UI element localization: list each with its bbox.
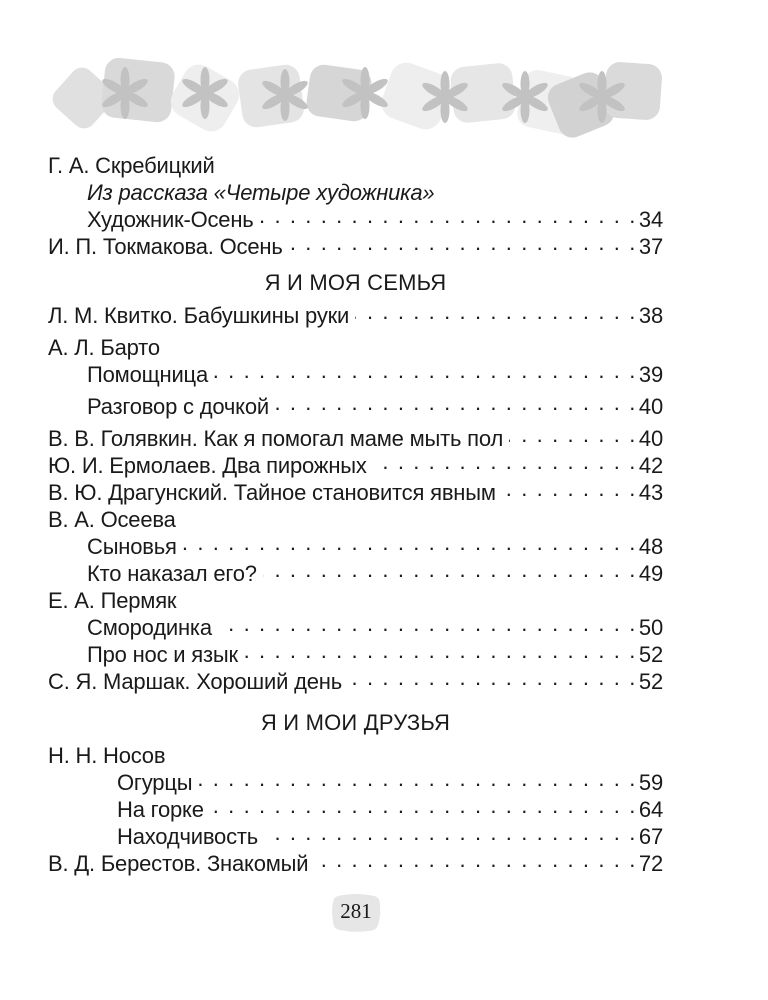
toc-entry[interactable] <box>48 796 663 823</box>
asterisk-strip-icon <box>40 55 680 150</box>
dot-leader <box>263 561 637 581</box>
toc-author-row <box>48 506 663 533</box>
toc-page-number: 59 <box>638 770 663 795</box>
dot-leader <box>275 394 637 414</box>
toc-entry-title: На горке <box>117 797 204 822</box>
toc-subtitle-row <box>48 179 663 206</box>
dot-leader <box>218 615 637 635</box>
toc-entry-title: Смородинка <box>87 615 212 640</box>
section-heading-family: Я И МОЯ СЕМЬЯ <box>264 270 447 295</box>
dot-leader <box>355 303 637 323</box>
toc-page-number: 34 <box>638 207 663 232</box>
toc-page-number: 49 <box>638 561 663 586</box>
toc-entry[interactable] <box>48 533 663 560</box>
dot-leader <box>260 207 637 227</box>
toc-page-number: 37 <box>638 234 663 259</box>
toc-entry-title: И. П. Токмакова. Осень <box>48 234 283 259</box>
toc-page-number: 40 <box>638 426 663 451</box>
toc-entry[interactable] <box>48 361 663 388</box>
toc-entry-title: Г. А. Скребицкий <box>48 153 215 178</box>
toc-entry-title: Находчивость <box>117 824 259 849</box>
toc-entry-title: В. Ю. Драгунский. Тайное становится явным <box>48 480 496 505</box>
toc-entry-title: В. В. Голявкин. Как я помогал маме мыть пол <box>48 426 504 451</box>
toc-entry-title: Е. А. Пермяк <box>48 588 177 613</box>
toc-page-number: 43 <box>638 480 663 505</box>
toc-entry-title: Про нос и язык <box>87 642 238 667</box>
toc-entry-title: А. Л. Барто <box>48 335 160 360</box>
dot-leader <box>183 534 637 554</box>
toc-entry[interactable] <box>48 233 663 260</box>
toc-page-number: 48 <box>638 534 663 559</box>
toc-entry[interactable] <box>48 614 663 641</box>
toc-entry-title: В. А. Осеева <box>48 507 176 532</box>
toc-entry[interactable] <box>48 425 663 452</box>
toc-entry[interactable] <box>48 560 663 587</box>
toc-entry-title: Из рассказа «Четыре художника» <box>87 180 435 205</box>
toc-entry[interactable] <box>48 302 663 329</box>
dot-leader <box>373 453 637 473</box>
table-of-contents <box>48 152 663 877</box>
section-heading-friends: Я И МОИ ДРУЗЬЯ <box>260 710 451 735</box>
toc-entry[interactable] <box>48 393 663 420</box>
dot-leader <box>509 426 637 446</box>
toc-page-number: 39 <box>638 362 663 387</box>
toc-entry[interactable] <box>48 641 663 668</box>
page-number-badge <box>330 893 382 933</box>
toc-entry-title: С. Я. Маршак. Хороший день <box>48 669 342 694</box>
toc-entry-title: Огурцы <box>117 770 193 795</box>
toc-entry[interactable] <box>48 479 663 506</box>
toc-entry-title: Разговор с дочкой <box>87 394 269 419</box>
toc-page-number: 67 <box>638 824 663 849</box>
toc-page-number: 64 <box>638 797 663 822</box>
toc-entry[interactable] <box>48 668 663 695</box>
toc-author-row <box>48 587 663 614</box>
toc-entry-title: Кто наказал его? <box>87 561 257 586</box>
toc-entry[interactable] <box>48 206 663 233</box>
toc-entry[interactable] <box>48 823 663 850</box>
dot-leader <box>289 234 637 254</box>
toc-page-number: 52 <box>638 642 663 667</box>
toc-page-number: 50 <box>638 615 663 640</box>
toc-entry-title: Ю. И. Ермолаев. Два пирожных <box>48 453 367 478</box>
toc-page-number: 52 <box>638 669 663 694</box>
dot-leader <box>348 669 637 689</box>
dot-leader <box>244 642 637 662</box>
toc-entry-title: Л. М. Квитко. Бабушкины руки <box>48 303 350 328</box>
toc-entry[interactable] <box>48 452 663 479</box>
toc-author-row <box>48 334 663 361</box>
dot-leader <box>214 362 637 382</box>
toc-entry-title: Помощница <box>87 362 208 387</box>
toc-page-number: 38 <box>638 303 663 328</box>
toc-page-number: 42 <box>638 453 663 478</box>
toc-entry[interactable] <box>48 850 663 877</box>
dot-leader <box>264 824 637 844</box>
decorative-ornament-strip <box>40 55 680 150</box>
toc-page-number: 72 <box>638 851 663 876</box>
toc-author-row <box>48 152 663 179</box>
toc-page-number: 40 <box>638 394 663 419</box>
dot-leader <box>210 797 637 817</box>
toc-author-row <box>48 742 663 769</box>
dot-leader <box>502 480 637 500</box>
dot-leader <box>198 770 637 790</box>
toc-entry-title: Сыновья <box>87 534 177 559</box>
toc-entry[interactable] <box>48 769 663 796</box>
toc-entry-title: Н. Н. Носов <box>48 743 166 768</box>
page-number-text: 281 <box>340 899 372 923</box>
toc-entry-title: Художник-Осень <box>87 207 254 232</box>
dot-leader <box>314 851 637 871</box>
toc-entry-title: В. Д. Берестов. Знакомый <box>48 851 309 876</box>
